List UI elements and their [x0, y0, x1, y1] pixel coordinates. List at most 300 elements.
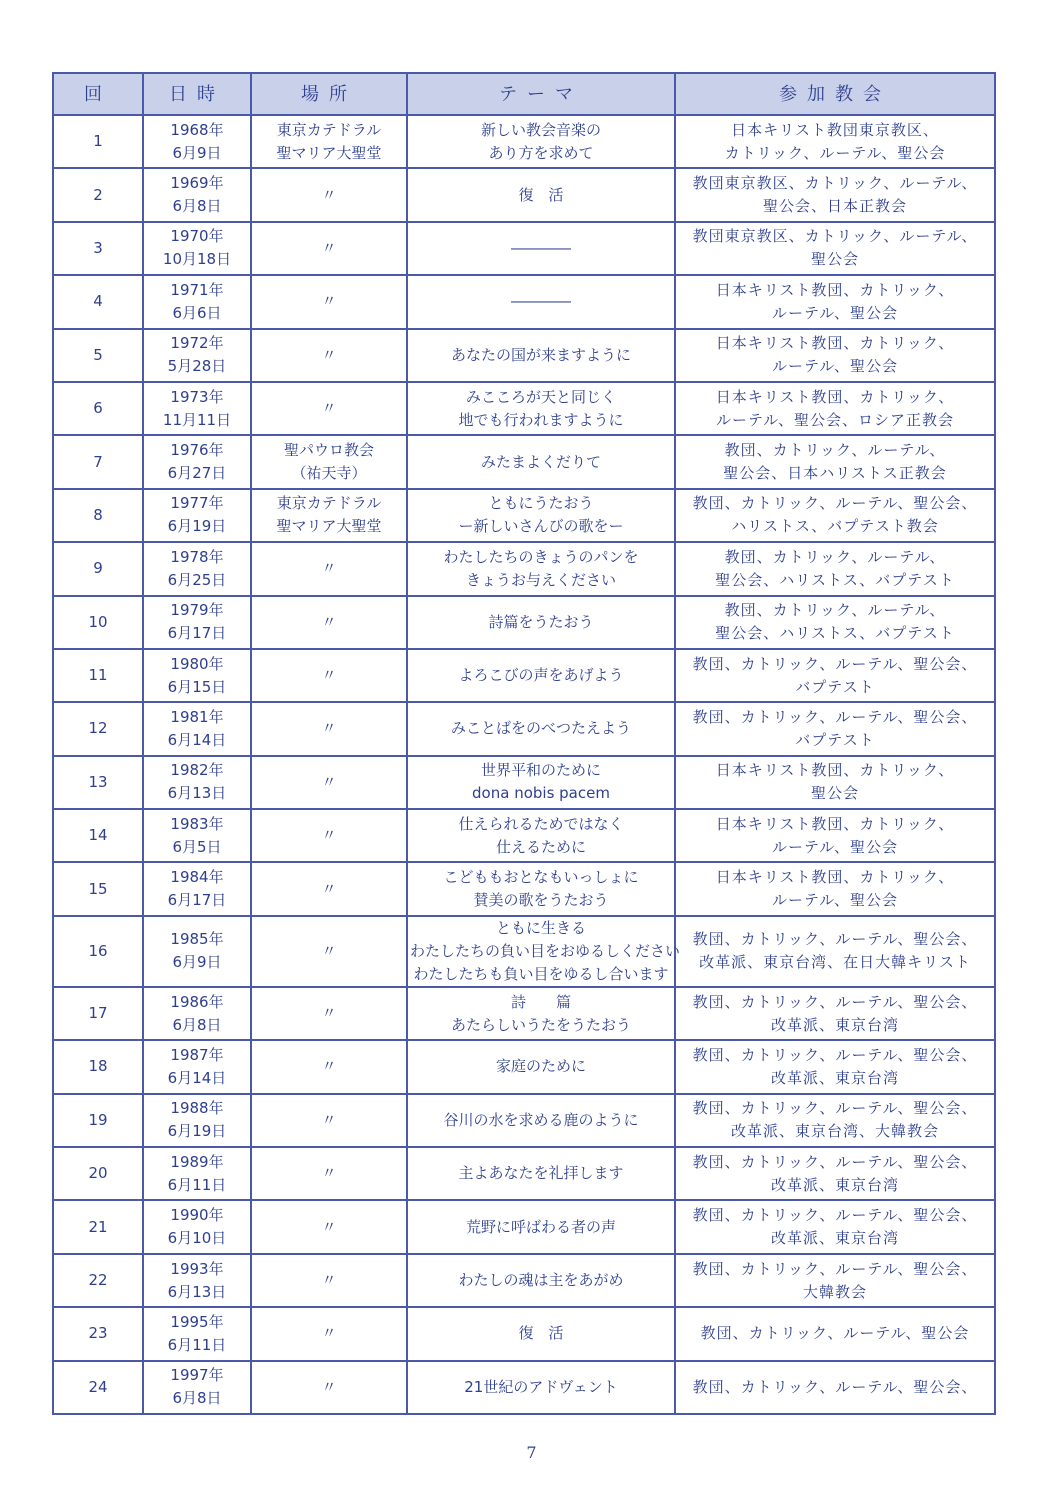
table-header-row [53, 73, 995, 115]
date-cell [143, 702, 251, 755]
number-cell: 17 [53, 987, 143, 1040]
table-row [53, 756, 995, 809]
date-cell-line: 11月11日 [162, 410, 232, 429]
place-cell-line: 〃 [321, 612, 337, 631]
place-cell-line: 〃 [321, 238, 337, 257]
date-cell [143, 1361, 251, 1414]
churches-cell [675, 1200, 995, 1253]
theme-cell [407, 1200, 675, 1253]
place-cell [251, 987, 407, 1040]
theme-cell [407, 1094, 675, 1147]
churches-cell-line: ルーテル、聖公会 [771, 891, 899, 910]
churches-cell-line: 大韓教会 [802, 1282, 867, 1301]
concert-history-table [52, 72, 996, 1415]
date-cell [143, 1307, 251, 1360]
table-row [53, 1147, 995, 1200]
date-cell-line: 1972年 [170, 334, 224, 353]
theme-cell-line: 世界平和のために [480, 761, 601, 780]
number-cell: 21 [53, 1200, 143, 1253]
churches-cell [675, 115, 995, 168]
table-row [53, 862, 995, 915]
theme-cell [407, 168, 675, 221]
date-cell [143, 1040, 251, 1093]
theme-cell [407, 1147, 675, 1200]
date-cell-line: 6月8日 [172, 197, 222, 216]
date-cell-line: 1984年 [170, 868, 224, 887]
churches-cell-line: 教団東京教区、カトリック、ルーテル、 [692, 174, 978, 193]
churches-cell-line: 改革派、東京台湾、在日大韓キリスト [699, 953, 971, 972]
theme-cell [407, 542, 675, 595]
theme-cell-line: 賛美の歌をうたおう [473, 891, 609, 910]
date-cell-line: 6月11日 [167, 1175, 227, 1194]
date-cell-line: 1980年 [170, 654, 224, 673]
place-cell [251, 435, 407, 488]
place-cell [251, 115, 407, 168]
date-cell-line: 1982年 [170, 761, 224, 780]
theme-cell-line: わたしたちも負い目をゆるし合います [413, 964, 669, 983]
date-cell-line: 1971年 [170, 280, 224, 299]
theme-cell [407, 756, 675, 809]
table-row [53, 275, 995, 328]
churches-cell-line: ルーテル、聖公会 [771, 837, 899, 856]
churches-cell-line: 教団、カトリック、ルーテル、聖公会、 [692, 494, 978, 513]
theme-cell-line: 詩 篇 [510, 992, 571, 1011]
place-cell-line: 〃 [321, 292, 337, 311]
date-cell [143, 596, 251, 649]
table-row [53, 596, 995, 649]
place-cell-line: 聖パウロ教会 [283, 441, 374, 460]
date-cell-line: 1997年 [170, 1366, 224, 1385]
place-cell [251, 222, 407, 275]
date-cell [143, 115, 251, 168]
churches-cell-line: 改革派、東京台湾 [770, 1229, 899, 1248]
number-cell: 12 [53, 702, 143, 755]
churches-cell-line: 聖公会、日本ハリストス正教会 [723, 464, 947, 483]
churches-cell-line: 教団、カトリック、ルーテル、 [724, 601, 946, 620]
date-cell-line: 6月9日 [172, 143, 222, 162]
churches-cell [675, 382, 995, 435]
table-row [53, 168, 995, 221]
date-cell-line: 1986年 [170, 992, 224, 1011]
place-cell-line: 〃 [321, 1377, 337, 1396]
number-cell: 14 [53, 809, 143, 862]
theme-cell [407, 1040, 675, 1093]
number-cell: 24 [53, 1361, 143, 1414]
table-row [53, 382, 995, 435]
date-cell [143, 862, 251, 915]
churches-cell [675, 1040, 995, 1093]
churches-cell-line: ルーテル、聖公会 [771, 303, 899, 322]
churches-cell [675, 222, 995, 275]
theme-cell-line: わたしの魂は主をあがめ [458, 1271, 624, 1289]
place-cell-line: 〃 [321, 666, 337, 685]
churches-cell-line: 教団、カトリック、ルーテル、聖公会、 [692, 654, 978, 673]
place-cell-line: 〃 [321, 399, 337, 418]
churches-cell-line: 教団、カトリック、ルーテル、聖公会、 [692, 1099, 978, 1118]
theme-cell-line: 仕えられるためではなく [458, 814, 624, 833]
theme-cell-line: ともに生きる [495, 918, 586, 937]
churches-cell-line: 聖公会 [810, 784, 859, 803]
churches-cell [675, 756, 995, 809]
table-row [53, 987, 995, 1040]
place-cell [251, 1361, 407, 1414]
theme-cell [407, 596, 675, 649]
table-row [53, 702, 995, 755]
theme-cell [407, 916, 681, 987]
theme-cell-line: みことばをのべつたえよう [450, 719, 631, 738]
date-cell [143, 542, 251, 595]
churches-cell-line: 日本キリスト教団東京教区、 [731, 120, 939, 139]
churches-cell-line: 教団、カトリック、ルーテル、聖公会、 [692, 1206, 978, 1225]
date-cell-line: 6月10日 [167, 1229, 227, 1248]
theme-cell-line: わたしたちのきょうのパンを [443, 547, 639, 566]
date-cell-line: 1978年 [170, 547, 224, 566]
churches-cell [675, 435, 995, 488]
number-cell: 10 [53, 596, 143, 649]
header-number: 回 [53, 73, 143, 115]
churches-cell-line: カトリック、ルーテル、聖公会 [724, 143, 946, 162]
place-cell [251, 862, 407, 915]
place-cell-line: 〃 [321, 1217, 337, 1236]
churches-cell-line: 教団、カトリック、ルーテル、聖公会、 [692, 930, 978, 949]
place-cell [251, 489, 407, 542]
table-row [53, 809, 995, 862]
theme-cell-line: 家庭のために [495, 1057, 586, 1076]
theme-cell [407, 649, 675, 702]
churches-cell [675, 702, 995, 755]
place-cell [251, 1307, 407, 1360]
churches-cell-line: 聖公会、ハリストス、バプテスト [715, 570, 955, 589]
churches-cell-line: 聖公会、ハリストス、バプテスト [715, 624, 955, 643]
theme-cell [407, 382, 675, 435]
churches-cell [675, 862, 995, 915]
date-cell-line: 6月13日 [167, 784, 227, 803]
place-cell [251, 329, 407, 382]
header-place: 場所 [251, 73, 407, 115]
header-churches: 参加教会 [675, 73, 995, 115]
churches-cell-line: 日本キリスト教団、カトリック、 [715, 387, 955, 406]
place-cell [251, 756, 407, 809]
churches-cell [675, 987, 995, 1040]
place-cell-line: 〃 [321, 345, 337, 364]
place-cell-line: 〃 [321, 772, 337, 791]
theme-cell-line: きょうお与えください [465, 570, 616, 589]
date-cell [143, 222, 251, 275]
place-cell-line: 〃 [321, 1271, 337, 1289]
theme-cell-line: みこころが天と同じく [465, 387, 616, 406]
churches-cell-line: 教団東京教区、カトリック、ルーテル、 [692, 227, 978, 246]
date-cell-line: 1985年 [170, 930, 224, 949]
theme-cell-line: 主よあなたを礼拝します [458, 1164, 624, 1183]
churches-cell-line: 改革派、東京台湾、大韓教会 [730, 1122, 939, 1141]
place-cell [251, 916, 407, 987]
date-cell [143, 275, 251, 328]
place-cell [251, 596, 407, 649]
date-cell-line: 5月28日 [167, 357, 227, 376]
theme-cell-line: あなたの国が来ますように [450, 345, 631, 364]
date-cell [143, 1200, 251, 1253]
theme-cell-line: みたまよくだりて [480, 452, 601, 471]
date-cell-line: 1973年 [170, 387, 224, 406]
table-row [53, 329, 995, 382]
place-cell-line: （祐天寺） [291, 464, 367, 483]
theme-cell-line: 荒野に呼ばわる者の声 [465, 1217, 616, 1236]
place-cell-line: 〃 [321, 1057, 337, 1076]
churches-cell-line: ハリストス、バプテスト教会 [731, 517, 939, 536]
theme-cell [407, 489, 675, 542]
theme-cell [407, 435, 675, 488]
place-cell-line: 〃 [321, 185, 337, 204]
date-cell [143, 1094, 251, 1147]
theme-cell-line: ともにうたおう [488, 494, 594, 513]
date-cell-line: 6月15日 [167, 677, 227, 696]
theme-cell [407, 222, 675, 275]
date-cell [143, 435, 251, 488]
theme-cell [407, 987, 675, 1040]
churches-cell-line: 日本キリスト教団、カトリック、 [715, 814, 955, 833]
theme-cell-line: 21世紀のアドヴェント [464, 1377, 618, 1396]
churches-cell-line: 日本キリスト教団、カトリック、 [715, 868, 955, 887]
churches-cell-line: バプテスト [795, 677, 875, 696]
table-row [53, 1254, 995, 1307]
theme-cell-line: よろこびの声をあげよう [458, 666, 624, 685]
date-cell-line: 1976年 [170, 441, 224, 460]
number-cell: 6 [53, 382, 143, 435]
churches-cell-line: 改革派、東京台湾 [770, 1068, 899, 1087]
churches-cell-line: 教団、カトリック、ルーテル、聖公会、 [692, 1259, 978, 1278]
date-cell-line: 10月18日 [162, 250, 232, 269]
number-cell: 22 [53, 1254, 143, 1307]
header-theme: テーマ [407, 73, 675, 115]
theme-cell-line: こどももおとなもいっしょに [443, 868, 639, 887]
theme-cell-line: あり方を求めて [488, 143, 594, 162]
theme-cell [407, 275, 675, 328]
number-cell: 5 [53, 329, 143, 382]
theme-cell-line: 新しい教会音楽の [480, 120, 601, 139]
churches-cell-line: 改革派、東京台湾 [770, 1175, 899, 1194]
theme-cell-line: 仕えるために [495, 837, 586, 856]
place-cell [251, 649, 407, 702]
table-row [53, 542, 995, 595]
place-cell [251, 542, 407, 595]
churches-cell-line: ルーテル、聖公会、ロシア正教会 [715, 410, 955, 429]
churches-cell-line: 教団、カトリック、ルーテル、聖公会、 [692, 1377, 978, 1396]
churches-cell-line: 改革派、東京台湾 [770, 1015, 899, 1034]
place-cell [251, 382, 407, 435]
number-cell: 16 [53, 916, 143, 987]
theme-cell [407, 329, 675, 382]
place-cell [251, 1094, 407, 1147]
place-cell-line: 聖マリア大聖堂 [276, 517, 382, 536]
date-cell-line: 1968年 [170, 120, 224, 139]
date-cell-line: 1969年 [170, 174, 224, 193]
number-cell: 19 [53, 1094, 143, 1147]
table-row [53, 1040, 995, 1093]
place-cell [251, 275, 407, 328]
table-row [53, 435, 995, 488]
date-cell-line: 6月13日 [167, 1282, 227, 1301]
churches-cell [675, 1307, 995, 1360]
number-cell: 7 [53, 435, 143, 488]
churches-cell [675, 809, 995, 862]
place-cell [251, 702, 407, 755]
date-cell-line: 1993年 [170, 1259, 224, 1278]
date-cell [143, 987, 251, 1040]
date-cell-line: 6月11日 [167, 1335, 227, 1354]
date-cell [143, 489, 251, 542]
place-cell-line: 〃 [321, 719, 337, 738]
table-row [53, 1200, 995, 1253]
churches-cell [675, 1361, 995, 1414]
place-cell [251, 1147, 407, 1200]
place-cell-line: 〃 [321, 941, 337, 960]
place-cell-line: 聖マリア大聖堂 [276, 143, 382, 162]
churches-cell-line: 日本キリスト教団、カトリック、 [715, 761, 955, 780]
churches-cell-line: 教団、カトリック、ルーテル、聖公会、 [692, 1152, 978, 1171]
number-cell: 23 [53, 1307, 143, 1360]
churches-cell-line: 教団、カトリック、ルーテル、 [724, 441, 946, 460]
place-cell [251, 1254, 407, 1307]
number-cell: 13 [53, 756, 143, 809]
churches-cell-line: 教団、カトリック、ルーテル、聖公会 [700, 1324, 970, 1343]
number-cell: 1 [53, 115, 143, 168]
date-cell-line: 1995年 [170, 1312, 224, 1331]
theme-cell-line: 復 活 [518, 1324, 564, 1343]
date-cell [143, 809, 251, 862]
date-cell-line: 1990年 [170, 1206, 224, 1225]
theme-cell-line: 復 活 [518, 185, 564, 204]
number-cell: 20 [53, 1147, 143, 1200]
theme-cell-line: あたらしいうたをうたおう [450, 1015, 631, 1034]
number-cell: 11 [53, 649, 143, 702]
churches-cell-line: 日本キリスト教団、カトリック、 [715, 280, 955, 299]
theme-cell [407, 115, 675, 168]
header-date: 日時 [143, 73, 251, 115]
theme-cell [407, 702, 675, 755]
churches-cell-line: ルーテル、聖公会 [771, 357, 899, 376]
date-cell [143, 329, 251, 382]
theme-cell [407, 809, 675, 862]
date-cell [143, 168, 251, 221]
place-cell-line: 東京カテドラル [276, 494, 382, 513]
theme-cell [407, 1254, 675, 1307]
churches-cell [675, 1147, 995, 1200]
table-row [53, 1307, 995, 1360]
theme-cell-line: ―――― [511, 238, 571, 257]
place-cell [251, 809, 407, 862]
place-cell-line: 〃 [321, 1164, 337, 1183]
theme-cell [407, 1361, 675, 1414]
churches-cell-line: 教団、カトリック、ルーテル、聖公会、 [692, 707, 978, 726]
place-cell-line: 〃 [321, 1324, 337, 1343]
place-cell-line: 〃 [321, 1110, 337, 1129]
date-cell-line: 1981年 [170, 707, 224, 726]
table-row [53, 1361, 995, 1414]
churches-cell [675, 649, 995, 702]
churches-cell-line: 教団、カトリック、ルーテル、聖公会、 [692, 992, 978, 1011]
date-cell-line: 6月8日 [172, 1389, 222, 1408]
place-cell [251, 168, 407, 221]
theme-cell-line: 詩篇をうたおう [488, 612, 594, 631]
date-cell-line: 6月17日 [167, 624, 227, 643]
date-cell-line: 1977年 [170, 494, 224, 513]
churches-cell-line: 聖公会、日本正教会 [762, 197, 907, 216]
number-cell: 4 [53, 275, 143, 328]
theme-cell-line: わたしたちの負い目をおゆるしください [410, 941, 681, 960]
page-number: 7 [526, 1443, 537, 1462]
churches-cell [675, 916, 995, 987]
table-row [53, 1094, 995, 1147]
churches-cell [675, 596, 995, 649]
table-row [53, 649, 995, 702]
theme-cell-line: ー新しいさんびの歌をー [458, 517, 624, 536]
churches-cell-line: 教団、カトリック、ルーテル、聖公会、 [692, 1045, 978, 1064]
date-cell-line: 6月27日 [167, 464, 227, 483]
date-cell-line: 6月17日 [167, 891, 227, 910]
churches-cell [675, 275, 995, 328]
date-cell-line: 1988年 [170, 1099, 224, 1118]
place-cell-line: 〃 [321, 879, 337, 898]
theme-cell-line: ―――― [511, 292, 571, 311]
date-cell [143, 1254, 251, 1307]
date-cell-line: 6月14日 [167, 730, 227, 749]
theme-cell-line: dona nobis pacem [472, 784, 610, 803]
churches-cell [675, 329, 995, 382]
table-row [53, 916, 995, 987]
place-cell [251, 1040, 407, 1093]
place-cell-line: 〃 [321, 559, 337, 578]
date-cell-line: 6月14日 [167, 1068, 227, 1087]
date-cell-line: 6月19日 [167, 517, 227, 536]
date-cell [143, 916, 251, 987]
churches-cell-line: 聖公会 [810, 250, 859, 269]
date-cell [143, 756, 251, 809]
date-cell [143, 649, 251, 702]
date-cell-line: 1983年 [170, 814, 224, 833]
date-cell-line: 6月19日 [167, 1122, 227, 1141]
number-cell: 15 [53, 862, 143, 915]
theme-cell [407, 862, 675, 915]
date-cell-line: 6月9日 [172, 953, 222, 972]
theme-cell-line: 地でも行われますように [458, 410, 624, 429]
number-cell: 8 [53, 489, 143, 542]
place-cell-line: 東京カテドラル [276, 120, 382, 139]
churches-cell-line: バプテスト [795, 730, 875, 749]
number-cell: 3 [53, 222, 143, 275]
date-cell-line: 6月5日 [172, 837, 222, 856]
number-cell: 18 [53, 1040, 143, 1093]
theme-cell-line: 谷川の水を求める鹿のように [443, 1110, 639, 1129]
date-cell-line: 1979年 [170, 601, 224, 620]
date-cell-line: 1970年 [170, 227, 224, 246]
churches-cell-line: 日本キリスト教団、カトリック、 [715, 334, 955, 353]
theme-cell [407, 1307, 675, 1360]
churches-cell-line: 教団、カトリック、ルーテル、 [724, 547, 946, 566]
place-cell-line: 〃 [321, 1004, 337, 1023]
place-cell-line: 〃 [321, 826, 337, 845]
number-cell: 9 [53, 542, 143, 595]
churches-cell [675, 489, 995, 542]
place-cell [251, 1200, 407, 1253]
churches-cell [675, 1254, 995, 1307]
date-cell [143, 382, 251, 435]
date-cell-line: 1989年 [170, 1152, 224, 1171]
churches-cell [675, 168, 995, 221]
table-row [53, 489, 995, 542]
number-cell: 2 [53, 168, 143, 221]
table-row [53, 115, 995, 168]
churches-cell [675, 542, 995, 595]
